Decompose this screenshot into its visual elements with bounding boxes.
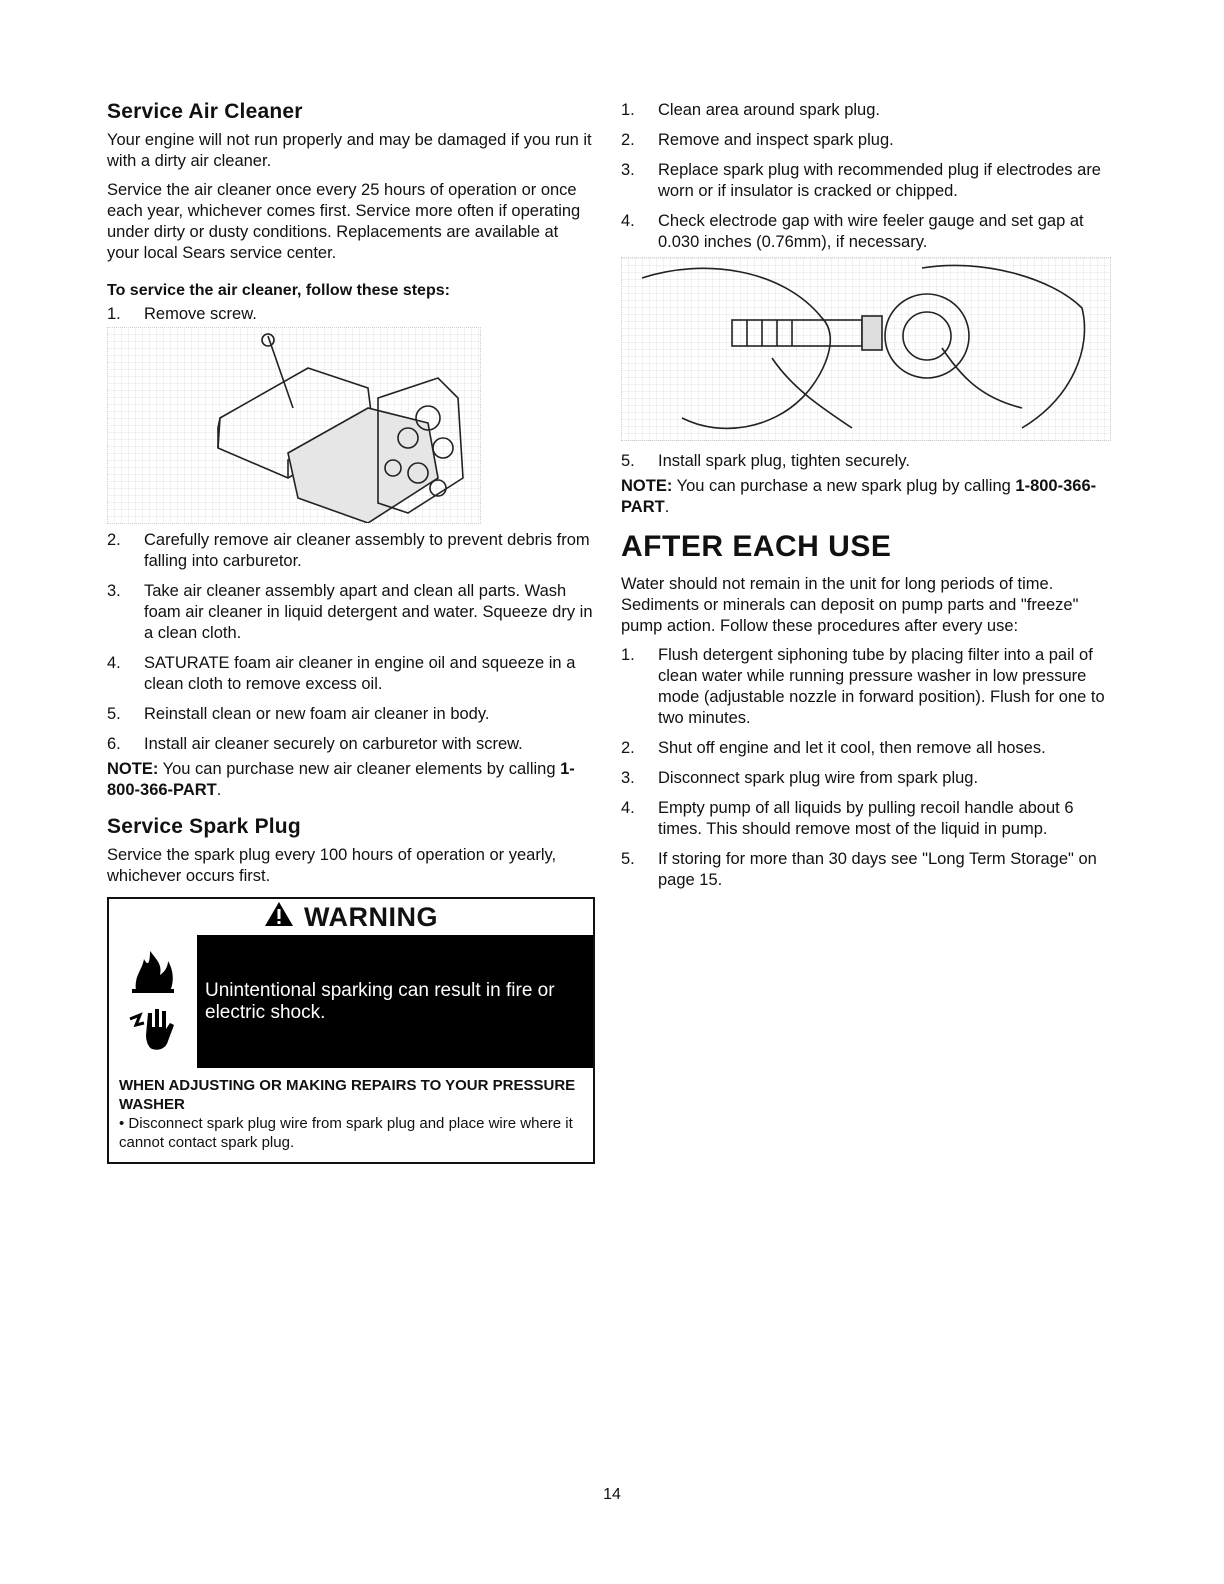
list-item: 3. Take air cleaner assembly apart and clean all parts. Wash foam air cleaner in liquid detergent and water. Squeeze dry in a clean cloth. — [107, 582, 593, 642]
air-cleaner-step1-list — [107, 304, 594, 325]
after-use-steps — [621, 645, 1111, 891]
air-cleaner-para2: Service the air cleaner once every 25 hours of operation or once each year, whichever comes first. Service more often if operating under dirty or dusty conditions. Replacements are available at your local Sears service center. — [107, 181, 581, 262]
list-item: 2. Carefully remove air cleaner assembly to prevent debris from falling into carburetor. — [107, 531, 590, 570]
list-item: 3. Replace spark plug with recommended plug if electrodes are worn or if insulator is cracked or chipped. — [621, 161, 1101, 200]
electric-shock-icon — [128, 1005, 178, 1058]
warning-subhead: WHEN ADJUSTING OR MAKING REPAIRS TO YOUR PRESSURE WASHER — [119, 1077, 576, 1113]
air-cleaner-heading: Service Air Cleaner — [107, 100, 303, 123]
list-item: 1. Clean area around spark plug. — [621, 101, 880, 119]
list-item: 2. Shut off engine and let it cool, then remove all hoses. — [621, 739, 1046, 757]
spark-plug-heading: Service Spark Plug — [107, 815, 301, 838]
list-item: 1. Remove screw. — [107, 305, 257, 323]
warning-bullet: • Disconnect spark plug wire from spark plug and place wire where it cannot contact spark plug. — [119, 1115, 573, 1151]
fire-icon — [128, 945, 178, 998]
spark-plug-step5 — [621, 451, 1111, 472]
list-item: 4. Empty pump of all liquids by pulling recoil handle about 6 times. This should remove most of the liquid in pump. — [621, 799, 1074, 838]
warning-body — [109, 1068, 593, 1162]
list-item: 4. SATURATE foam air cleaner in engine oil and squeeze in a clean cloth to remove excess oil. — [107, 654, 576, 693]
after-each-use-heading: AFTER EACH USE — [621, 530, 892, 563]
warning-message: Unintentional sparking can result in fire or electric shock. — [197, 935, 593, 1068]
air-cleaner-para1: Your engine will not run properly and may be damaged if you run it with a dirty air cleaner. — [107, 131, 592, 170]
left-column — [107, 100, 594, 1164]
air-cleaner-steps-heading: To service the air cleaner, follow these steps: — [107, 282, 450, 299]
warning-triangle-icon — [264, 901, 294, 934]
spark-plug-para: Service the spark plug every 100 hours of operation or yearly, whichever occurs first. — [107, 846, 557, 885]
list-item: 2. Remove and inspect spark plug. — [621, 131, 894, 149]
air-cleaner-illustration — [107, 327, 481, 524]
spark-plug-illustration — [621, 257, 1111, 441]
warning-title: WARNING — [304, 901, 438, 932]
list-item: 5. If storing for more than 30 days see "Long Term Storage" on page 15. — [621, 850, 1097, 889]
spark-plug-steps — [621, 100, 1111, 253]
warning-icons — [109, 935, 197, 1068]
list-item: 4. Check electrode gap with wire feeler gauge and set gap at 0.030 inches (0.76mm), if necessary. — [621, 212, 1084, 251]
warning-band — [109, 935, 593, 1068]
warning-box — [107, 897, 595, 1164]
air-cleaner-note: NOTE: You can purchase new air cleaner elements by calling 1-800-366-PART. — [107, 760, 575, 799]
list-item: 5. Install spark plug, tighten securely. — [621, 452, 910, 470]
list-item: 6. Install air cleaner securely on carburetor with screw. — [107, 735, 523, 753]
after-use-para: Water should not remain in the unit for long periods of time. Sediments or minerals can deposit on pump parts and "freeze" pump action. Follow these procedures after every use: — [621, 575, 1079, 635]
list-item: 5. Reinstall clean or new foam air cleaner in body. — [107, 705, 490, 723]
spark-plug-note: NOTE: You can purchase a new spark plug by calling 1-800-366-PART. — [621, 477, 1097, 516]
air-cleaner-steps — [107, 530, 594, 755]
list-item: 3. Disconnect spark plug wire from spark plug. — [621, 769, 979, 787]
right-column — [621, 100, 1111, 900]
page-number: 14 — [603, 1486, 621, 1503]
list-item: 1. Flush detergent siphoning tube by placing filter into a pail of clean water while running pressure washer in low pressure mode (adjustable nozzle in forward position). Flush for one to two minutes. — [621, 646, 1105, 727]
warning-header — [109, 899, 593, 935]
